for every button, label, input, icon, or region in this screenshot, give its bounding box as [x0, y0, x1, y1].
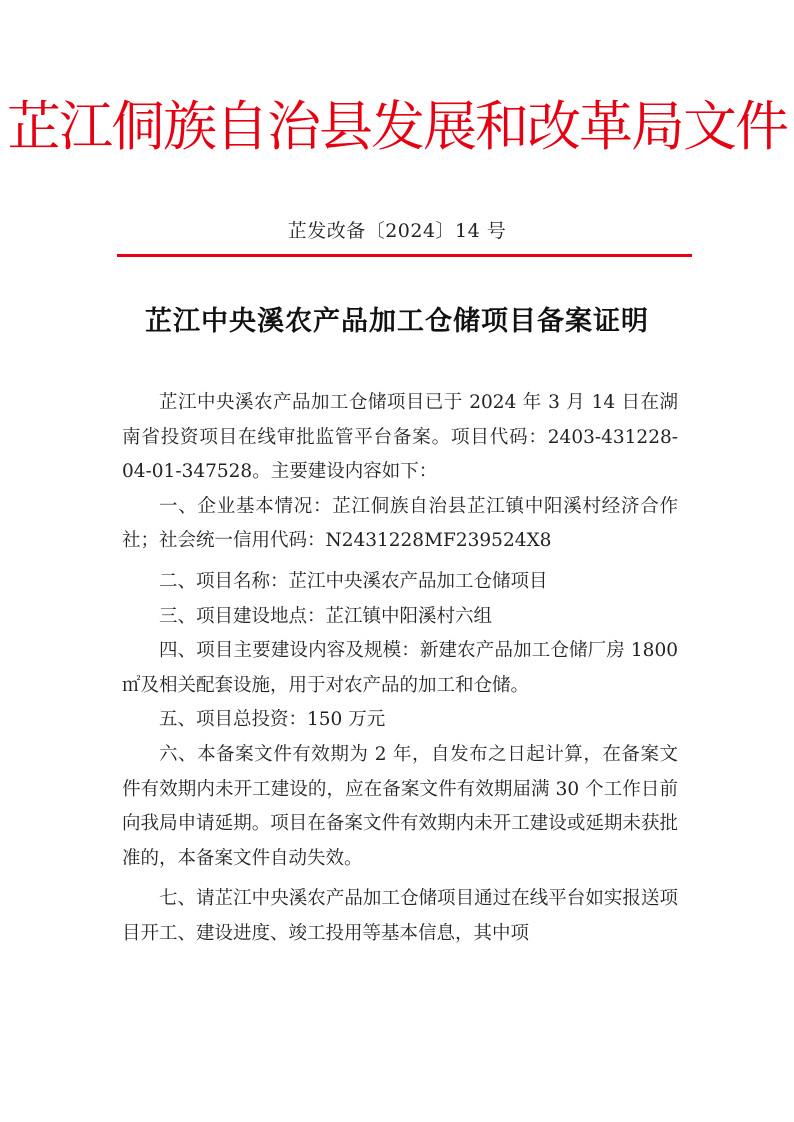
body-paragraph-scope: 四、项目主要建设内容及规模：新建农产品加工仓储厂房 1800 ㎡及相关配套设施，用于对农产品的加工和仓储。 — [122, 640, 678, 696]
document-header-title: 芷江侗族自治县发展和改革局文件 — [7, 95, 787, 158]
red-divider-line — [117, 254, 692, 257]
body-paragraph-investment: 五、项目总投资：150 万元 — [159, 709, 386, 731]
document-body — [122, 386, 678, 952]
body-paragraph-enterprise: 一、企业基本情况：芷江侗族自治县芷江镇中阳溪村经济合作社；社会统一信用代码：N2431228MF239524X8 — [122, 495, 678, 552]
body-paragraph-validity: 六、本备案文件有效期为 2 年，自发布之日起计算，在备案文件有效期内未开工建设的，应在备案文件有效期届满 30 个工作日前向我局申请延期。项目在备案文件有效期内未开工建设或延期未获批准的，本备案文件自动失效。 — [122, 743, 678, 869]
document-number: 芷发改备〔2024〕14 号 — [287, 220, 507, 242]
body-paragraph-project-name: 二、项目名称：芷江中央溪农产品加工仓储项目 — [159, 570, 548, 592]
page-title: 芷江中央溪农产品加工仓储项目备案证明 — [145, 306, 649, 337]
body-paragraph-reporting: 七、请芷江中央溪农产品加工仓储项目通过在线平台如实报送项目开工、建设进度、竣工投用等基本信息，其中项 — [122, 888, 678, 944]
body-paragraph-intro: 芷江中央溪农产品加工仓储项目已于 2024 年 3 月 14 日在湖南省投资项目在线审批监管平台备案。项目代码：2403-431228-04-01-347528。主要建设内容如下： — [122, 392, 678, 483]
body-paragraph-location: 三、项目建设地点：芷江镇中阳溪村六组 — [159, 605, 493, 627]
